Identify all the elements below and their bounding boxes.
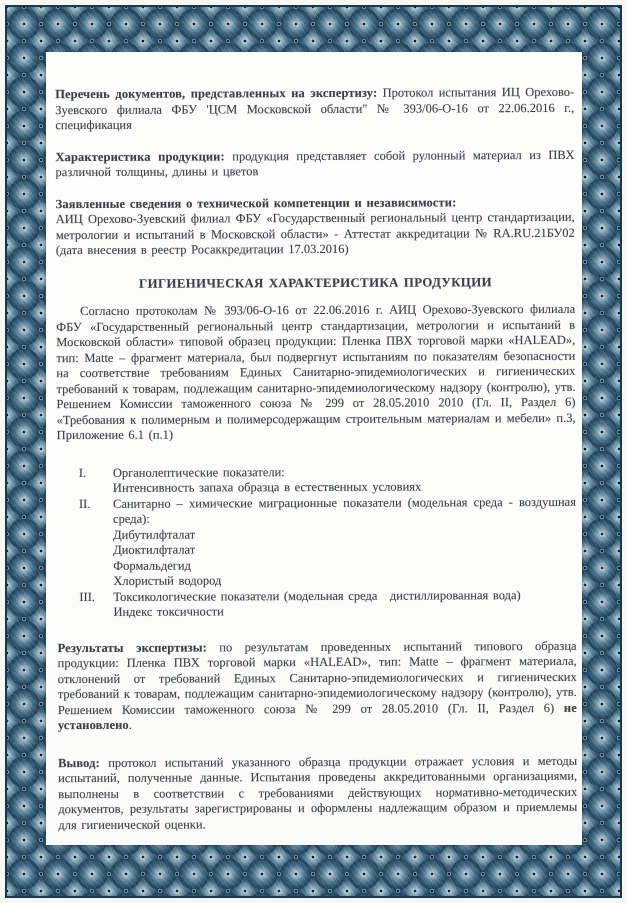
list-item-numeral: II. [78, 496, 91, 511]
competence-label: Заявленные сведения о технической компетенции и независимости: [55, 194, 457, 211]
conclusion-label: Вывод: [58, 755, 100, 770]
list-item-lines [113, 463, 576, 496]
main-paragraph: Согласно протоколам № 393/06-О-16 от 22.06.2016 г. АИЦ Орехово-Зуевского филиала ФБУ «Государственный региональный центр стандартизации, метрологии и испытаний в Московской области» типовой образец продукции: Пленка ПВХ торговой марки «HALEAD», тип: Matte – фрагмент материала, был подвергнут испытаниям по показателям безопасности на соответствие требованиям Единых Санитарно-эпидемиологических и гигиенических требований к товарам, подлежащим санитарно-эпидемиологическому надзору (контролю), утв. Решением Комиссии таможенного союза № 299 от 28.05.2010 2010 (Гл. II, Раздел 6) «Требования к полимерным и полимерсодержащим строительным материалам и мебели» п.3, Приложение 6.1 (п.1) [56, 301, 576, 443]
results-text: по результатам проведенных испытаний типового образца продукции: Пленка ПВХ торговой марки «HALEAD», тип: Matte – фрагмент материала, отклонений от требований Единых Санитарно-эпидемиологических и гигиенических требований к товарам, подлежащим санитарно-эпидемиологическому надзору (контролю), утв. Решением Комиссии таможенного союза № 299 от 28.05.2010 (Гл. II, Раздел 6) [57, 638, 577, 717]
product-description-label: Характеристика продукции: [55, 148, 225, 164]
results-period: . [128, 717, 132, 732]
documents-list-label: Перечень документов, представленных на экспертизу: [55, 85, 378, 102]
conclusion-text: протокол испытаний указанного образца продукции отражает условия и методы испытаний, полученные данные. Испытания проведены аккредитованными организациями, выполнены в соответствии с требованиями действующих нормативно-методических документов, результаты зарегистрированы и оформлены надлежащим образом и приемлемы для гигиенической оценки. [58, 753, 578, 832]
list-line: Индекс токсичности [113, 604, 224, 619]
indicators-list [57, 463, 577, 620]
competence-paragraph [56, 194, 575, 258]
list-line: Дибутилфталат [113, 527, 196, 542]
document-body [46, 52, 582, 833]
list-item-numeral: I. [78, 465, 87, 480]
list-line: Хлористый водород [113, 573, 222, 588]
documents-list-text: Протокол испытания ИЦ Орехово-Зуевского филиала ФБУ 'ЦСМ Московской области" № 393/06-О-16 от 22.06.2016 г., спецификация [55, 84, 575, 133]
list-item-lines [113, 587, 576, 620]
documents-list-paragraph [55, 85, 574, 134]
list-item [57, 494, 576, 589]
list-line: Интенсивность запаха образца в естественных условиях [112, 479, 422, 495]
paper-content-area [46, 52, 582, 845]
list-item-numeral: III. [79, 589, 96, 604]
list-line: Санитарно – химические миграционные показатели (модельная среда - воздушная среда): [112, 494, 576, 526]
list-line: Диоктилфталат [113, 542, 196, 557]
list-line: Органолептические показатели: [112, 464, 285, 480]
list-line: Токсикологические показатели (модельная среда дистиллированная вода) [113, 587, 521, 604]
results-paragraph [58, 638, 577, 733]
competence-text: АИЦ Орехово-Зуевский филиал ФБУ «Государственный региональный центр стандартизации, метрологии и испытаний в Московской области» - Аттестат аккредитации № RA.RU.21БУ02 (дата внесения в реестр Росаккредитации 17.03.2016) [55, 209, 575, 258]
list-item [57, 587, 576, 620]
list-item [57, 463, 576, 496]
product-description-paragraph [55, 147, 574, 180]
product-description-text: продукция представляет собой рулонный материал из ПВХ различной толщины, длины и цветов [55, 147, 575, 180]
list-line: Формальдегид [113, 558, 191, 573]
results-verdict: не установлено [57, 700, 577, 733]
list-item-lines [113, 494, 576, 589]
results-label: Результаты экспертизы: [57, 639, 207, 655]
page-title: ГИГИЕНИЧЕСКАЯ ХАРАКТЕРИСТИКА ПРОДУКЦИИ [138, 274, 493, 291]
conclusion-paragraph [58, 753, 577, 833]
